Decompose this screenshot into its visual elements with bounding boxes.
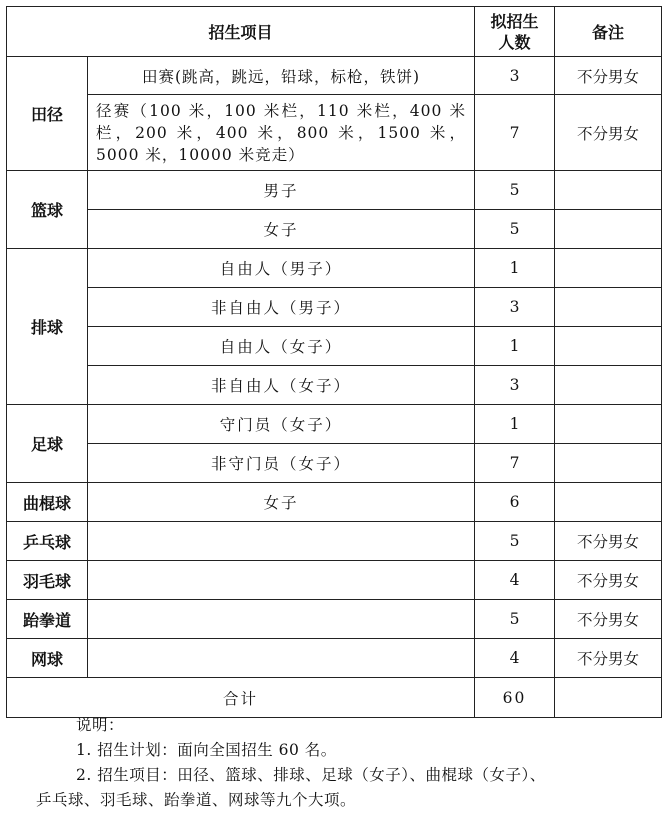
total-row bbox=[7, 678, 662, 718]
item-cell bbox=[88, 522, 475, 561]
item-cell: 径赛（100 米，100 米栏，110 米栏，400 米栏，200 米，400 米，800 米，1500 米，5000 米，10000 米竞走） bbox=[88, 95, 475, 171]
remark-cell bbox=[555, 249, 662, 288]
item-cell: 女子 bbox=[88, 210, 475, 249]
count-cell: 6 bbox=[475, 483, 555, 522]
category-taekwondo: 跆拳道 bbox=[7, 600, 88, 639]
item-cell: 非自由人（男子） bbox=[88, 288, 475, 327]
item-cell: 女子 bbox=[88, 483, 475, 522]
remark-cell: 不分男女 bbox=[555, 600, 662, 639]
table-row bbox=[7, 171, 662, 210]
category-basketball: 篮球 bbox=[7, 171, 88, 249]
item-cell: 自由人（女子） bbox=[88, 327, 475, 366]
table-row bbox=[7, 327, 662, 366]
item-cell: 田赛(跳高，跳远，铅球，标枪，铁饼) bbox=[88, 57, 475, 95]
item-cell: 非自由人（女子） bbox=[88, 366, 475, 405]
table-row bbox=[7, 210, 662, 249]
category-football: 足球 bbox=[7, 405, 88, 483]
table-row bbox=[7, 249, 662, 288]
count-cell: 4 bbox=[475, 561, 555, 600]
category-tennis: 网球 bbox=[7, 639, 88, 678]
category-track: 田径 bbox=[7, 57, 88, 171]
remark-cell: 不分男女 bbox=[555, 95, 662, 171]
remark-cell bbox=[555, 288, 662, 327]
category-badminton: 羽毛球 bbox=[7, 561, 88, 600]
count-cell: 1 bbox=[475, 249, 555, 288]
count-cell: 7 bbox=[475, 95, 555, 171]
table-row bbox=[7, 483, 662, 522]
count-cell: 5 bbox=[475, 171, 555, 210]
remark-cell bbox=[555, 327, 662, 366]
header-row bbox=[7, 7, 662, 57]
remark-cell bbox=[555, 483, 662, 522]
table-row bbox=[7, 57, 662, 95]
table-row bbox=[7, 444, 662, 483]
count-cell: 1 bbox=[475, 327, 555, 366]
notes-title: 说明： bbox=[76, 716, 125, 734]
table-row bbox=[7, 522, 662, 561]
item-cell: 守门员（女子） bbox=[88, 405, 475, 444]
total-label: 合计 bbox=[7, 678, 475, 718]
table-row bbox=[7, 288, 662, 327]
header-remark: 备注 bbox=[555, 7, 662, 57]
category-table-tennis: 乒乓球 bbox=[7, 522, 88, 561]
enrollment-table-wrapper bbox=[6, 6, 661, 718]
remark-cell bbox=[555, 444, 662, 483]
item-cell: 非守门员（女子） bbox=[88, 444, 475, 483]
count-cell: 1 bbox=[475, 405, 555, 444]
table-row bbox=[7, 95, 662, 171]
total-remark bbox=[555, 678, 662, 718]
table-row bbox=[7, 639, 662, 678]
table-row bbox=[7, 561, 662, 600]
count-cell: 3 bbox=[475, 288, 555, 327]
count-cell: 7 bbox=[475, 444, 555, 483]
count-cell: 5 bbox=[475, 522, 555, 561]
item-cell: 自由人（男子） bbox=[88, 249, 475, 288]
remark-cell bbox=[555, 366, 662, 405]
table-row bbox=[7, 405, 662, 444]
notes-section bbox=[6, 713, 661, 813]
table-row bbox=[7, 366, 662, 405]
header-project: 招生项目 bbox=[7, 7, 475, 57]
header-count: 拟招生人数 bbox=[475, 7, 555, 57]
count-cell: 4 bbox=[475, 639, 555, 678]
remark-cell: 不分男女 bbox=[555, 522, 662, 561]
notes-line-2: 2. 招生项目：田径、篮球、排球、足球（女子）、曲棍球（女子）、 bbox=[76, 766, 546, 784]
count-cell: 5 bbox=[475, 210, 555, 249]
category-volleyball: 排球 bbox=[7, 249, 88, 405]
notes-line-1: 1. 招生计划：面向全国招生 60 名。 bbox=[76, 741, 337, 759]
remark-cell bbox=[555, 405, 662, 444]
item-cell bbox=[88, 639, 475, 678]
item-cell bbox=[88, 600, 475, 639]
count-cell: 3 bbox=[475, 366, 555, 405]
item-cell bbox=[88, 561, 475, 600]
category-hockey: 曲棍球 bbox=[7, 483, 88, 522]
remark-cell bbox=[555, 171, 662, 210]
remark-cell: 不分男女 bbox=[555, 561, 662, 600]
total-count: 60 bbox=[475, 678, 555, 718]
count-cell: 5 bbox=[475, 600, 555, 639]
remark-cell: 不分男女 bbox=[555, 57, 662, 95]
enrollment-table bbox=[6, 6, 662, 718]
table-row bbox=[7, 600, 662, 639]
notes-line-3: 乒乓球、羽毛球、跆拳道、网球等九个大项。 bbox=[36, 791, 357, 809]
item-cell: 男子 bbox=[88, 171, 475, 210]
count-cell: 3 bbox=[475, 57, 555, 95]
remark-cell bbox=[555, 210, 662, 249]
remark-cell: 不分男女 bbox=[555, 639, 662, 678]
